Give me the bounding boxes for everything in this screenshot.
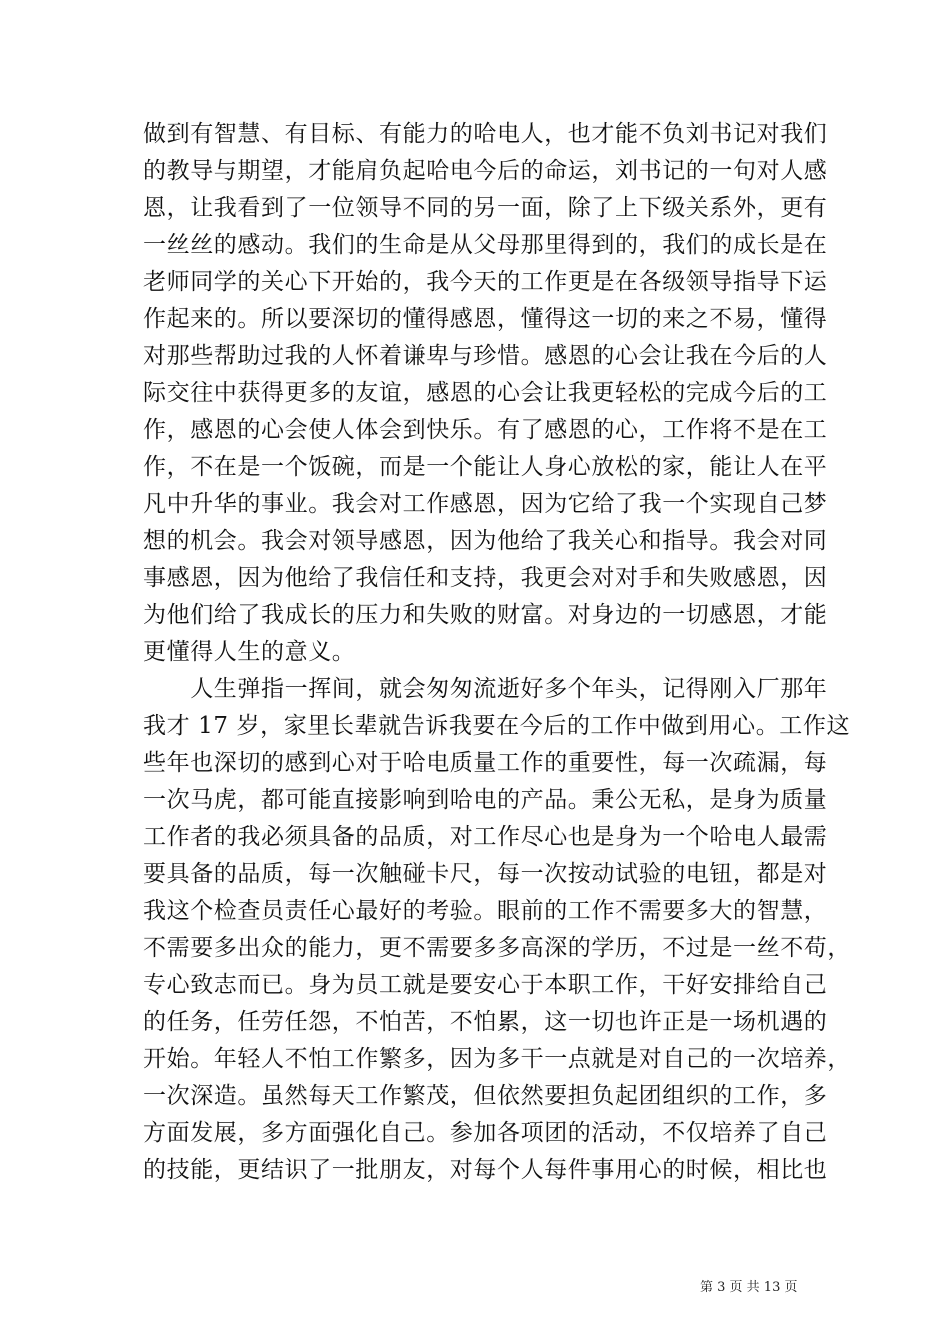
text-line: 老师同学的关心下开始的，我今天的工作更是在各级领导指导下运 [143, 269, 828, 295]
text-line: 一次马虎，都可能直接影响到哈电的产品。秉公无私，是身为质量 [143, 787, 828, 813]
text-line: 开始。年轻人不怕工作繁多，因为多干一点就是对自己的一次培养， [143, 1046, 851, 1072]
text-line: 作起来的。所以要深切的懂得感恩，懂得这一切的来之不易，懂得 [143, 306, 828, 332]
text-line: 的任务，任劳任怨，不怕苦，不怕累，这一切也许正是一场机遇的 [143, 1009, 828, 1035]
text-line: 更懂得人生的意义。 [143, 639, 356, 665]
text-line: 专心致志而已。身为员工就是要安心于本职工作，干好安排给自己 [143, 972, 828, 998]
text-line: 想的机会。我会对领导感恩，因为他给了我关心和指导。我会对同 [143, 528, 828, 554]
text-line: 一丝丝的感动。我们的生命是从父母那里得到的，我们的成长是在 [143, 232, 828, 258]
text-line: 做到有智慧、有目标、有能力的哈电人，也才能不负刘书记对我们 [143, 121, 828, 147]
text-line: 作，不在是一个饭碗，而是一个能让人身心放松的家，能让人在平 [143, 454, 828, 480]
text-line: 的技能，更结识了一批朋友，对每个人每件事用心的时候，相比也 [143, 1157, 828, 1183]
page-number-footer: 第 3 页 共 13 页 [700, 1280, 798, 1295]
text-line: 些年也深切的感到心对于哈电质量工作的重要性，每一次疏漏，每 [143, 750, 828, 776]
text-line: 为他们给了我成长的压力和失败的财富。对身边的一切感恩，才能 [143, 602, 828, 628]
text-line: 不需要多出众的能力，更不需要多多高深的学历，不过是一丝不苟， [143, 935, 851, 961]
text-line: 要具备的品质，每一次触碰卡尺，每一次按动试验的电钮，都是对 [143, 861, 828, 887]
text-line: 事感恩，因为他给了我信任和支持，我更会对对手和失败感恩，因 [143, 565, 828, 591]
text-line: 的教导与期望，才能肩负起哈电今后的命运，刘书记的一句对人感 [143, 158, 828, 184]
paragraph-start-line: 人生弹指一挥间，就会匆匆流逝好多个年头，记得刚入厂那年 [143, 676, 828, 702]
text-line: 方面发展，多方面强化自己。参加各项团的活动，不仅培养了自己 [143, 1120, 828, 1146]
text-line: 际交往中获得更多的友谊，感恩的心会让我更轻松的完成今后的工 [143, 380, 828, 406]
text-line: 我才 17 岁，家里长辈就告诉我要在今后的工作中做到用心。工作这 [143, 713, 851, 739]
text-line: 一次深造。虽然每天工作繁茂，但依然要担负起团组织的工作，多 [143, 1083, 828, 1109]
body-text [143, 116, 851, 1189]
text-line: 凡中升华的事业。我会对工作感恩，因为它给了我一个实现自己梦 [143, 491, 828, 517]
text-line: 作，感恩的心会使人体会到快乐。有了感恩的心，工作将不是在工 [143, 417, 828, 443]
text-line: 恩，让我看到了一位领导不同的另一面，除了上下级关系外，更有 [143, 195, 828, 221]
text-line: 对那些帮助过我的人怀着谦卑与珍惜。感恩的心会让我在今后的人 [143, 343, 828, 369]
text-line: 工作者的我必须具备的品质，对工作尽心也是身为一个哈电人最需 [143, 824, 828, 850]
text-line: 我这个检查员责任心最好的考验。眼前的工作不需要多大的智慧， [143, 898, 828, 924]
